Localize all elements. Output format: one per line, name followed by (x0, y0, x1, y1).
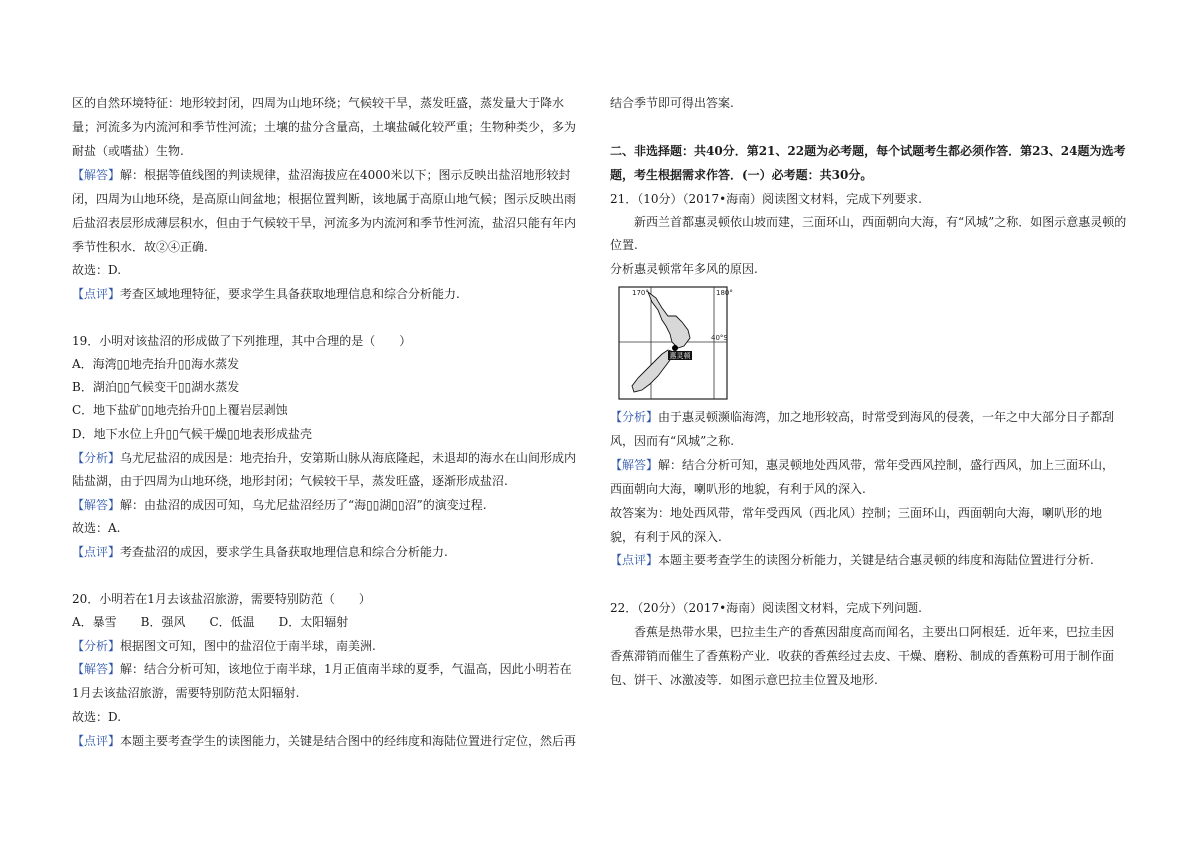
analysis-tag: 【分析】 (610, 410, 659, 424)
question-text: 新西兰首都惠灵顿依山坡而建，三面环山，西面朝向大海，有“风城”之称．如图示意惠灵顿的 (634, 215, 1127, 229)
lon-label-170: 170° (632, 289, 649, 297)
text-line: 闭，四周为山地环绕，是高原山间盆地；根据位置判断，该地属于高原山地气候；图示反映出雨 (72, 192, 577, 206)
wellington-map (618, 286, 733, 400)
comment-text: 考查盐沼的成因，要求学生具备获取地理信息和综合分析能力. (120, 545, 448, 559)
comment-line (72, 287, 460, 301)
lon-label-180: 180° (716, 289, 733, 297)
answer-text: 解：由盐沼的成因可知，乌尤尼盐沼经历了“海▯▯湖▯▯沼”的演变过程. (120, 498, 487, 512)
answer-tag: 【解答】 (610, 458, 659, 472)
city-label: 惠灵顿 (669, 352, 691, 360)
text-line: 区的自然环境特征：地形较封闭，四周为山地环绕；气候较干旱，蒸发旺盛，蒸发量大于降水 (72, 96, 565, 110)
analysis-text: 由于惠灵顿濒临海湾，加之地形较高，时常受到海风的侵袭，一年之中大部分日子都刮 (658, 410, 1115, 424)
comment-text: 考查区域地理特征，要求学生具备获取地理信息和综合分析能力. (120, 287, 460, 301)
option-b: B．湖泊▯▯气候变干▯▯湖水蒸发 (72, 380, 240, 394)
comment-tag: 【点评】 (72, 287, 121, 301)
answer-tag: 【解答】 (72, 498, 121, 512)
answer-line (72, 168, 571, 182)
wellington-dot (672, 345, 678, 351)
answer-line (72, 662, 572, 676)
answer-tag: 【解答】 (72, 168, 121, 182)
text-line: 风，因而有“风城”之称. (610, 434, 735, 448)
text-line: 季节性积水．故②④正确. (72, 240, 208, 254)
text-line: 貌，有利于风的深入. (610, 530, 722, 544)
text-line (610, 625, 1114, 639)
analysis-line (610, 410, 1114, 424)
text-line: 耐盐（或嗜盐）生物. (72, 144, 184, 158)
answer-tag: 【解答】 (72, 662, 121, 676)
text-line (610, 215, 1126, 229)
comment-tag: 【点评】 (72, 545, 121, 559)
analysis-text: 乌尤尼盐沼的成因是：地壳抬升，安第斯山脉从海底隆起，未退却的海水在山间形成内 (120, 451, 577, 465)
text-line: 香蕉滞销而催生了香蕉粉产业．收获的香蕉经过去皮、干燥、磨粉、制成的香蕉粉可用于制作面 (610, 649, 1115, 663)
text-line: 位置. (610, 238, 638, 252)
lat-label-40s: 40°S (711, 334, 728, 342)
question-19: 19．小明对该盐沼的形成做了下列推理，其中合理的是（ ） (72, 334, 412, 348)
choice-line: 故选：D. (72, 710, 122, 724)
text-line: 陆盐湖，由于四周为山地环绕，地形封闭；气候较干旱，蒸发旺盛，逐渐形成盐沼. (72, 474, 508, 488)
comment-text: 本题主要考查学生的读图能力，关键是结合图中的经纬度和海陆位置进行定位，然后再 (120, 734, 577, 748)
answer-text: 解：结合分析可知，该地位于南半球，1月正值南半球的夏季，气温高，因此小明若在 (120, 662, 572, 676)
text-line: 包、饼干、冰激凌等．如图示意巴拉圭位置及地形. (610, 673, 878, 687)
choice-line: 故选：D. (72, 263, 122, 277)
answer-line (610, 458, 1114, 472)
comment-text: 本题主要考查学生的读图分析能力，关键是结合惠灵顿的纬度和海陆位置进行分析. (658, 553, 1094, 567)
options-line: A．暴雪 B．强风 C．低温 D．太阳辐射 (72, 615, 349, 629)
answer-text: 解：结合分析可知，惠灵顿地处西风带，常年受西风控制，盛行西风，加上三面环山， (658, 458, 1115, 472)
choice-line: 故选：A. (72, 521, 121, 535)
analysis-line (72, 639, 376, 653)
question-20: 20．小明若在1月去该盐沼旅游，需要特别防范（ ） (72, 592, 371, 606)
comment-line (610, 553, 1094, 567)
analysis-line (72, 451, 576, 465)
text-line: 1月去该盐沼旅游，需要特别防范太阳辐射. (72, 686, 300, 700)
comment-tag: 【点评】 (72, 734, 121, 748)
question-text: 香蕉是热带水果，巴拉圭生产的香蕉因甜度高而闻名，主要出口阿根廷．近年来，巴拉圭因 (634, 625, 1115, 639)
section-heading: 二、非选择题：共40分．第21、22题为必考题，每个试题考生都必须作答．第23、24题为选考 (610, 144, 1126, 158)
question-21: 21．（10分）（2017•海南）阅读图文材料，完成下列要求. (610, 192, 922, 206)
text-line: 后盐沼表层形成薄层积水，但由于气候较干旱，河流多为内流河和季节性河流，盐沼只能有年内 (72, 216, 577, 230)
text-line: 量；河流多为内流河和季节性河流；土壤的盐分含量高，土壤盐碱化较严重；生物种类少，多为 (72, 120, 577, 134)
text-line: 分析惠灵顿常年多风的原因. (610, 262, 758, 276)
analysis-tag: 【分析】 (72, 639, 121, 653)
comment-line (72, 734, 576, 748)
answer-line: 故答案为：地处西风带，常年受西风（西北风）控制；三面环山，西面朝向大海，喇叭形的地 (610, 506, 1103, 520)
comment-line (72, 545, 448, 559)
question-22: 22．（20分）（2017•海南）阅读图文材料，完成下列问题. (610, 601, 922, 615)
option-c: C．地下盐矿▯▯地壳抬升▯▯上覆岩层剥蚀 (72, 403, 288, 417)
answer-line (72, 498, 487, 512)
text-line: 西面朝向大海，喇叭形的地貌，有利于风的深入. (610, 482, 866, 496)
analysis-tag: 【分析】 (72, 451, 121, 465)
option-a: A．海湾▯▯地壳抬升▯▯海水蒸发 (72, 357, 240, 371)
comment-tag: 【点评】 (610, 553, 659, 567)
answer-text: 解：根据等值线图的判读规律，盐沼海拔应在4000米以下；图示反映出盐沼地形较封 (120, 168, 571, 182)
text-line: 结合季节即可得出答案. (610, 96, 734, 110)
analysis-text: 根据图文可知，图中的盐沼位于南半球，南美洲. (120, 639, 376, 653)
section-heading: 题，考生根据需求作答．(一）必考题：共30分。 (610, 168, 873, 182)
option-d: D．地下水位上升▯▯气候干燥▯▯地表形成盐壳 (72, 427, 313, 441)
